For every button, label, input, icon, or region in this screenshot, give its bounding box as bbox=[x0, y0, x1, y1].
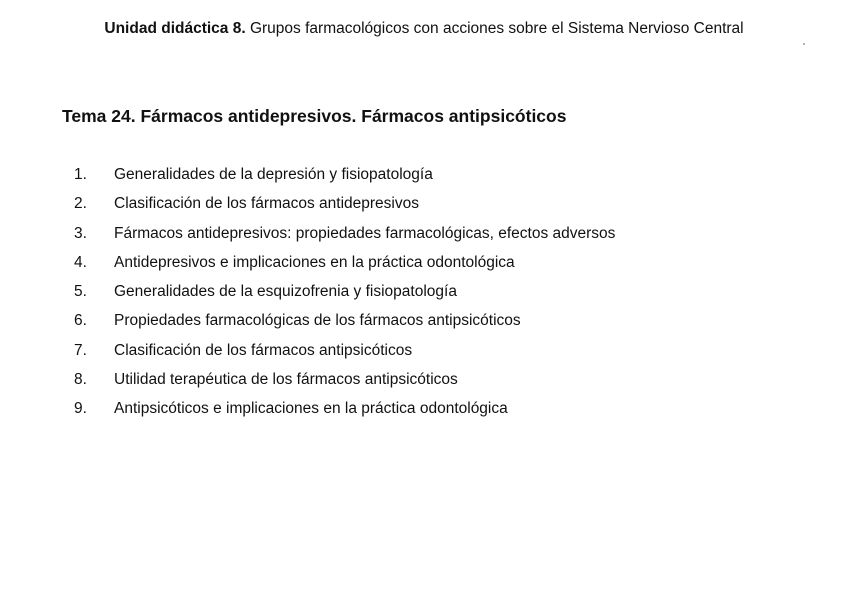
item-number: 6. bbox=[74, 312, 87, 330]
list-item bbox=[74, 224, 615, 253]
list-item bbox=[74, 165, 615, 194]
item-number: 1. bbox=[74, 166, 87, 183]
topic-list bbox=[74, 165, 615, 429]
unit-label: Unidad didáctica 8. bbox=[104, 20, 246, 37]
item-number: 9. bbox=[74, 400, 87, 418]
item-text: Generalidades de la depresión y fisiopatología bbox=[114, 166, 433, 183]
item-number: 3. bbox=[74, 224, 87, 242]
list-item bbox=[74, 253, 615, 282]
unit-header bbox=[0, 20, 848, 38]
list-item bbox=[74, 311, 615, 340]
item-number: 8. bbox=[74, 371, 87, 389]
item-text: Generalidades de la esquizofrenia y fisiopatología bbox=[114, 283, 457, 301]
item-number: 7. bbox=[74, 341, 87, 359]
list-item bbox=[74, 282, 615, 311]
decorative-dot bbox=[803, 43, 805, 45]
item-number: 4. bbox=[74, 253, 87, 271]
item-text: Utilidad terapéutica de los fármacos antipsicóticos bbox=[114, 371, 458, 389]
item-text: Fármacos antidepresivos: propiedades farmacológicas, efectos adversos bbox=[114, 224, 616, 242]
unit-text: Grupos farmacológicos con acciones sobre el Sistema Nervioso Central bbox=[249, 20, 744, 37]
list-item bbox=[74, 341, 615, 370]
item-text: Antidepresivos e implicaciones en la práctica odontológica bbox=[114, 253, 515, 271]
list-item bbox=[74, 194, 615, 223]
item-number: 5. bbox=[74, 283, 87, 301]
item-text: Propiedades farmacológicas de los fármacos antipsicóticos bbox=[114, 312, 521, 330]
item-text: Antipsicóticos e implicaciones en la práctica odontológica bbox=[114, 400, 508, 418]
list-item bbox=[74, 370, 615, 399]
list-item bbox=[74, 399, 615, 428]
item-text: Clasificación de los fármacos antipsicóticos bbox=[114, 341, 413, 359]
item-number: 2. bbox=[74, 195, 87, 213]
item-text: Clasificación de los fármacos antidepresivos bbox=[114, 195, 419, 213]
topic-title: Tema 24. Fármacos antidepresivos. Fármacos antipsicóticos bbox=[62, 106, 567, 126]
